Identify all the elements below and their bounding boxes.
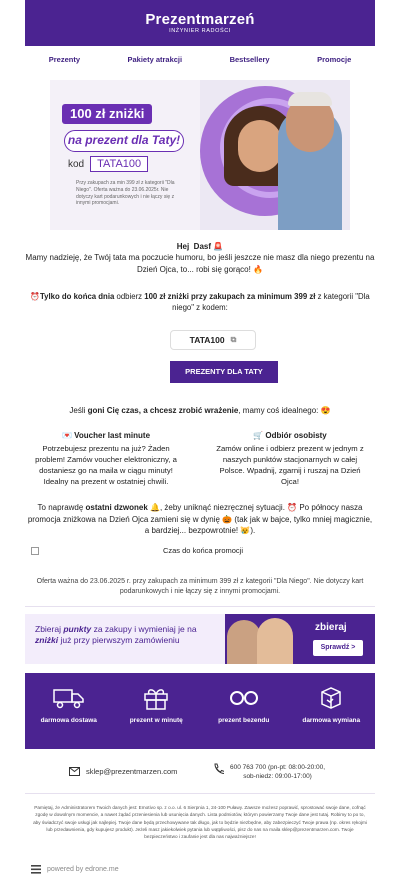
feature-label: darmowa dostawa bbox=[40, 717, 97, 724]
banner-discounts: zniżki bbox=[35, 635, 59, 646]
legal-notice: Pamiętaj, że Administratorem Twoich danych jest: Emotivo sp. z o.o. ul. 6 Sierpnia 1, 24-100 Puławy. Zawsze możesz poprawić, sprostować swoje dane, cofnąć zgodę w dowolnym momencie, a nawet żądać przeniesienia lub usunięcia danych. Lista podmiotów, którym powierzamy Twoje dane jest tutaj. Robimy to po to, aby świadczyć swoje usługi jak najlepiej. Twoje dane będą przechowywane tak długo, jak to będzie niezbędne, aby zabezpieczyć Twoje prawa (np. okres rękojmi lub przedawnienia, gdy kupujesz produkt). Jeżeli masz jakiekolwiek pytania lub wątpliwości, pisz do nas na maila sklep@prezentmarzen.com. Twoje bezpieczeństwo i zaufanie jest dla nas najważniejsze! bbox=[33, 805, 367, 840]
divider bbox=[25, 606, 375, 607]
offer-discount: 100 zł zniżki przy zakupach za minimum 399 zł bbox=[144, 292, 316, 301]
idea-paragraph bbox=[25, 405, 375, 417]
discount-code: TATA100 bbox=[189, 335, 225, 345]
hero-small-print: Przy zakupach za min 399 zł z kategorii "Dla Niego". Oferta ważna do 23.06.2025r. Nie dotyczy kart podarunkowych i nie łączy się z innymi promocjami. bbox=[76, 180, 175, 207]
discount-badge: 100 zł zniżki bbox=[62, 104, 152, 124]
offer-paragraph bbox=[25, 291, 375, 314]
phone-number[interactable]: 600 763 700 (pn-pt: 08:00-20:00, bbox=[230, 764, 326, 771]
siren-emoji: 🚨 bbox=[213, 242, 224, 251]
countdown-label: Czas do końca promocji bbox=[162, 546, 244, 555]
nav-link-bestsellery[interactable]: Bestsellery bbox=[229, 54, 270, 64]
greeting-name: Dasf bbox=[193, 242, 212, 251]
nav-link-pakiety[interactable]: Pakiety atrakcji bbox=[127, 54, 183, 64]
loyalty-banner[interactable] bbox=[25, 614, 375, 664]
phone-contact[interactable] bbox=[213, 763, 325, 781]
offer-tail: z kategorii "Dla niego" z kodem: bbox=[172, 292, 370, 313]
mail-icon bbox=[69, 767, 80, 776]
banner-woman-photo bbox=[227, 620, 261, 664]
phone-text bbox=[230, 763, 325, 781]
banner-points: punkty bbox=[63, 624, 92, 634]
offer-text: odbierz bbox=[114, 292, 145, 301]
voucher-text: Potrzebujesz prezentu na już? Żaden problem! Zamów voucher elektroniczny, a dostaniesz go na maila w ciągu minuty! Idealny na prezent w ostatniej chwili. bbox=[35, 443, 177, 487]
box-exchange-icon bbox=[296, 685, 366, 711]
last-call-paragraph bbox=[25, 502, 375, 537]
zbieraj-logo: zbieraj bbox=[315, 622, 347, 633]
delivery-truck-icon bbox=[34, 685, 104, 711]
infinity-icon bbox=[209, 685, 279, 711]
greeting bbox=[25, 241, 375, 253]
countdown-timer bbox=[31, 546, 375, 560]
hero-banner[interactable] bbox=[50, 80, 350, 230]
hero-code-row bbox=[68, 156, 148, 172]
top-nav bbox=[25, 50, 375, 68]
voucher-column bbox=[31, 430, 181, 487]
discount-code-chip[interactable] bbox=[170, 330, 256, 350]
pickup-column bbox=[215, 430, 365, 487]
feature-label: darmowa wymiana bbox=[302, 717, 361, 724]
voucher-title: 💌 Voucher last minute bbox=[61, 431, 151, 440]
pickup-title: 🛒 Odbiór osobisty bbox=[253, 431, 327, 440]
idea-bold: goni Cię czas, a chcesz zrobić wrażenie bbox=[87, 406, 239, 415]
email-header bbox=[25, 0, 375, 46]
feature-instant-gift bbox=[121, 673, 191, 749]
banner-text-c: za zakupy i wymieniaj je na bbox=[91, 624, 197, 634]
last-call-bold: ostatni dzwonek bbox=[85, 503, 148, 512]
features-bar bbox=[25, 673, 375, 749]
powered-by-footer[interactable] bbox=[31, 865, 119, 874]
phone-icon bbox=[213, 763, 224, 774]
last-call-lead: To naprawdę bbox=[37, 503, 86, 512]
banner-text bbox=[35, 624, 215, 647]
banner-text-e: już przy pierwszym zamówieniu bbox=[58, 635, 180, 646]
cta-button[interactable]: PREZENTY DLA TATY bbox=[170, 361, 278, 383]
man-hair bbox=[288, 92, 332, 106]
edrone-logo-icon bbox=[31, 865, 41, 874]
banner-man-photo bbox=[257, 618, 293, 664]
brand-tagline: INŻYNIER RADOŚCI bbox=[169, 28, 231, 34]
powered-by-text: powered by edrone.me bbox=[47, 866, 119, 873]
intro-paragraph: Mamy nadzieję, że Twój tata ma poczucie humoru, bo jeśli jeszcze nie masz dla niego prezentu na Dzień Ojca, to... robi się gorąco! 🔥 bbox=[25, 253, 375, 274]
brand-logo[interactable]: Prezentmarzeń bbox=[145, 11, 255, 28]
alarm-clock-emoji: ⏰ bbox=[30, 292, 40, 301]
nav-link-prezenty[interactable]: Prezenty bbox=[48, 54, 80, 64]
nav-link-promocje[interactable]: Promocje bbox=[317, 54, 352, 64]
phone-hours: sob-niedz: 09:00-17:00) bbox=[243, 773, 312, 781]
idea-tail: , mamy coś idealnego: 😍 bbox=[238, 406, 331, 415]
contact-row bbox=[25, 763, 375, 783]
feature-endless-gift bbox=[209, 673, 279, 749]
divider bbox=[25, 793, 375, 794]
greeting-hi: Hej bbox=[176, 242, 190, 251]
feature-label: prezent w minutę bbox=[129, 717, 183, 724]
idea-lead: Jeśli bbox=[69, 406, 88, 415]
email-address[interactable]: sklep@prezentmarzen.com bbox=[86, 767, 178, 776]
last-call-tail: 🔔, żeby uniknąć niezręcznej sytuacji. ⏰ Po północy nasza promocja zniżkowa na Dzień Ojca zamieni się w dynię 🎃 (tak jak w bajce, tylko mniej magicznie, a bardziej... bezpowrotnie! 😿). bbox=[27, 503, 373, 536]
email-contact[interactable] bbox=[69, 767, 177, 776]
feature-free-exchange bbox=[296, 673, 366, 749]
banner-check-button[interactable]: Sprawdź > bbox=[313, 640, 363, 656]
code-label: kod bbox=[68, 158, 85, 170]
offer-terms: Oferta ważna do 23.06.2025 r. przy zakupach za minimum 399 zł z kategorii "Dla Niego". Nie dotyczy kart podarunkowych i nie łączy się z innymi promocjami. bbox=[36, 578, 364, 596]
hero-tagline: na prezent dla Taty! bbox=[64, 130, 184, 152]
feature-label: prezent bezendu bbox=[218, 717, 270, 724]
hero-code: TATA100 bbox=[90, 156, 148, 172]
pickup-text: Zamów online i odbierz prezent w jednym z naszych punktów stacjonarnych w całej Polsce. Wpadnij, zgarnij i ruszaj na Dzień Ojca! bbox=[216, 443, 364, 487]
woman-face bbox=[238, 120, 282, 172]
gift-icon bbox=[121, 685, 191, 711]
feature-free-delivery bbox=[34, 673, 104, 749]
offer-deadline: Tylko do końca dnia bbox=[39, 292, 115, 301]
copy-icon[interactable]: ⧉ bbox=[230, 335, 237, 344]
banner-text-a: Zbieraj bbox=[35, 624, 64, 634]
